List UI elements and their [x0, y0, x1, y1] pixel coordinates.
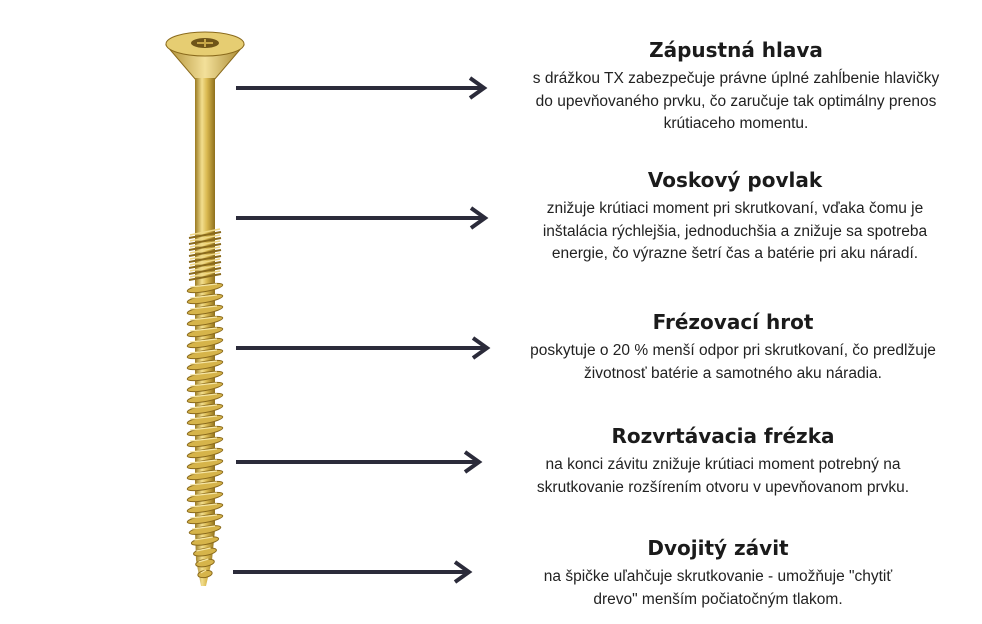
desc-line: na špičke uľahčuje skrutkovanie - umožňuje "chytiť	[543, 568, 893, 585]
desc-line: poskytuje o 20 % menší odpor pri skrutkovaní, čo predlžuje	[530, 342, 936, 359]
arrow-4	[236, 452, 479, 472]
desc-line: energie, čo výrazne šetrí čas a batérie pri aku náradí.	[551, 245, 919, 262]
desc-line: skrutkovanie rozšírením otvoru v upevňovanom prvku.	[536, 478, 910, 496]
feature-description	[496, 68, 976, 136]
feature-title: Dvojitý závit	[647, 536, 789, 560]
feature-frezovaci-hrot	[488, 310, 978, 385]
feature-title: Frézovací hrot	[652, 310, 814, 334]
arrow-1	[236, 78, 484, 98]
arrow-5	[233, 562, 469, 582]
desc-line: na konci závitu znižuje krútiaci moment potrebný na	[545, 456, 901, 473]
feature-description	[480, 198, 982, 266]
feature-voskovy-povlak	[480, 168, 982, 266]
feature-title: Voskový povlak	[647, 168, 823, 192]
feature-description	[488, 340, 978, 385]
arrow-2	[236, 208, 485, 228]
desc-line: do upevňovaného prvku, čo zaručuje tak optimálny prenos	[535, 92, 937, 110]
feature-rozvrtavacia-frezka	[488, 424, 958, 499]
desc-line: krútiaceho momentu.	[663, 115, 809, 132]
feature-description	[488, 566, 948, 611]
desc-line: znižuje krútiaci moment pri skrutkovaní, vďaka čomu je	[546, 200, 924, 217]
desc-line: inštalácia rýchlejšia, jednoduchšia a znižuje sa spotreba	[542, 222, 928, 240]
arrow-3	[236, 338, 487, 358]
feature-zapustna-hlava	[496, 38, 976, 136]
desc-line: drevo" menším počiatočným tlakom.	[593, 590, 843, 608]
feature-description	[488, 454, 958, 499]
feature-title: Zápustná hlava	[649, 38, 823, 62]
feature-dvojity-zavit	[488, 536, 948, 611]
desc-line: s drážkou TX zabezpečuje právne úplné zahĺbenie hlavičky	[532, 70, 940, 87]
desc-line: životnosť batérie a samotného aku náradia.	[584, 364, 882, 382]
feature-title: Rozvrtávacia frézka	[611, 424, 835, 448]
